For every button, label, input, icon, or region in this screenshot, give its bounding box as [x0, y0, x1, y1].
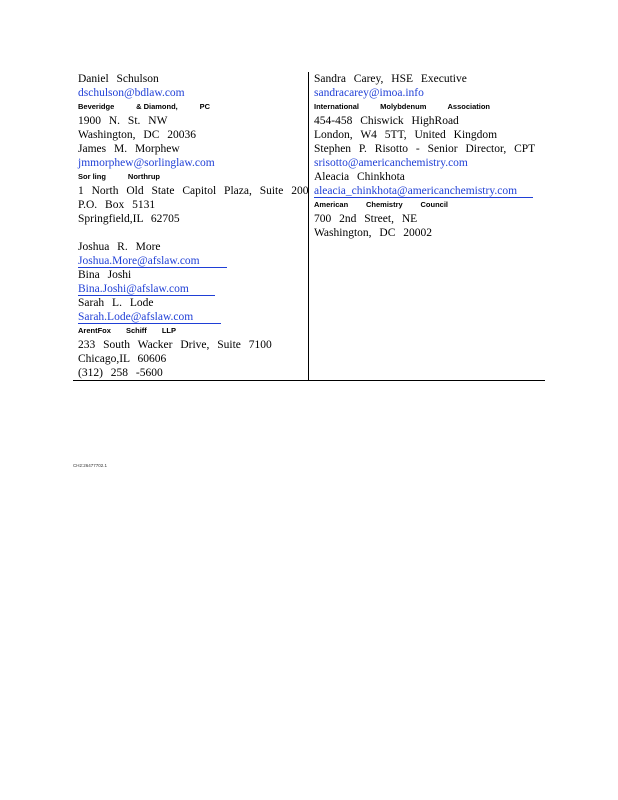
document-id: CH2:26477702.1: [73, 463, 108, 468]
email-link[interactable]: Sarah.Lode@afslaw.com: [78, 310, 303, 324]
contact-name: Sarah L. Lode: [78, 297, 154, 309]
email-link[interactable]: dschulson@bdlaw.com: [78, 87, 185, 99]
organization-name: Sor ling Northrup: [78, 172, 160, 181]
street-address: 700 2nd Street, NE: [314, 213, 418, 225]
email-link[interactable]: jmmorphew@sorlinglaw.com: [78, 157, 215, 169]
city-address: London, W4 5TT, United Kingdom: [314, 129, 498, 141]
street-address: 1 North Old State Capitol Plaza, Suite 200: [78, 185, 309, 197]
email-link[interactable]: aleacia_chinkhota@americanchemistry.com: [314, 184, 542, 198]
contact-name: Bina Joshi: [78, 269, 132, 281]
email-link[interactable]: Bina.Joshi@afslaw.com: [78, 282, 303, 296]
organization-name: American Chemistry Council: [314, 200, 448, 209]
email-link[interactable]: Joshua.More@afslaw.com: [78, 254, 303, 268]
organization-name: International Molybdenum Association: [314, 102, 490, 111]
left-column: [78, 72, 309, 380]
city-address: Washington, DC 20036: [78, 129, 197, 141]
email-link[interactable]: srisotto@americanchemistry.com: [314, 157, 468, 169]
right-column: [314, 72, 542, 240]
street-address: 1900 N. St. NW: [78, 115, 168, 127]
phone-number: (312) 258 -5600: [78, 367, 163, 379]
column-divider: [308, 72, 309, 380]
street-address: 454-458 Chiswick HighRoad: [314, 115, 459, 127]
blank-line: [78, 226, 303, 240]
po-box: P.O. Box 5131: [78, 199, 156, 211]
organization-name: Beveridge & Diamond, PC: [78, 102, 210, 111]
organization-name: ArentFox Schiff LLP: [78, 326, 176, 335]
contact-name: Joshua R. More: [78, 241, 161, 253]
contact-name: Aleacia Chinkhota: [314, 171, 405, 183]
city-address: Chicago,IL 60606: [78, 353, 167, 365]
contact-name: James M. Morphew: [78, 143, 180, 155]
service-list-table: [73, 72, 545, 381]
city-address: Springfield,IL 62705: [78, 213, 180, 225]
contact-name: Daniel Schulson: [78, 73, 159, 85]
street-address: 233 South Wacker Drive, Suite 7100: [78, 339, 272, 351]
email-link[interactable]: sandracarey@imoa.info: [314, 87, 424, 99]
city-address: Washington, DC 20002: [314, 227, 433, 239]
contact-name: Stephen P. Risotto - Senior Director, CPT: [314, 143, 536, 155]
contact-name: Sandra Carey, HSE Executive: [314, 73, 467, 85]
